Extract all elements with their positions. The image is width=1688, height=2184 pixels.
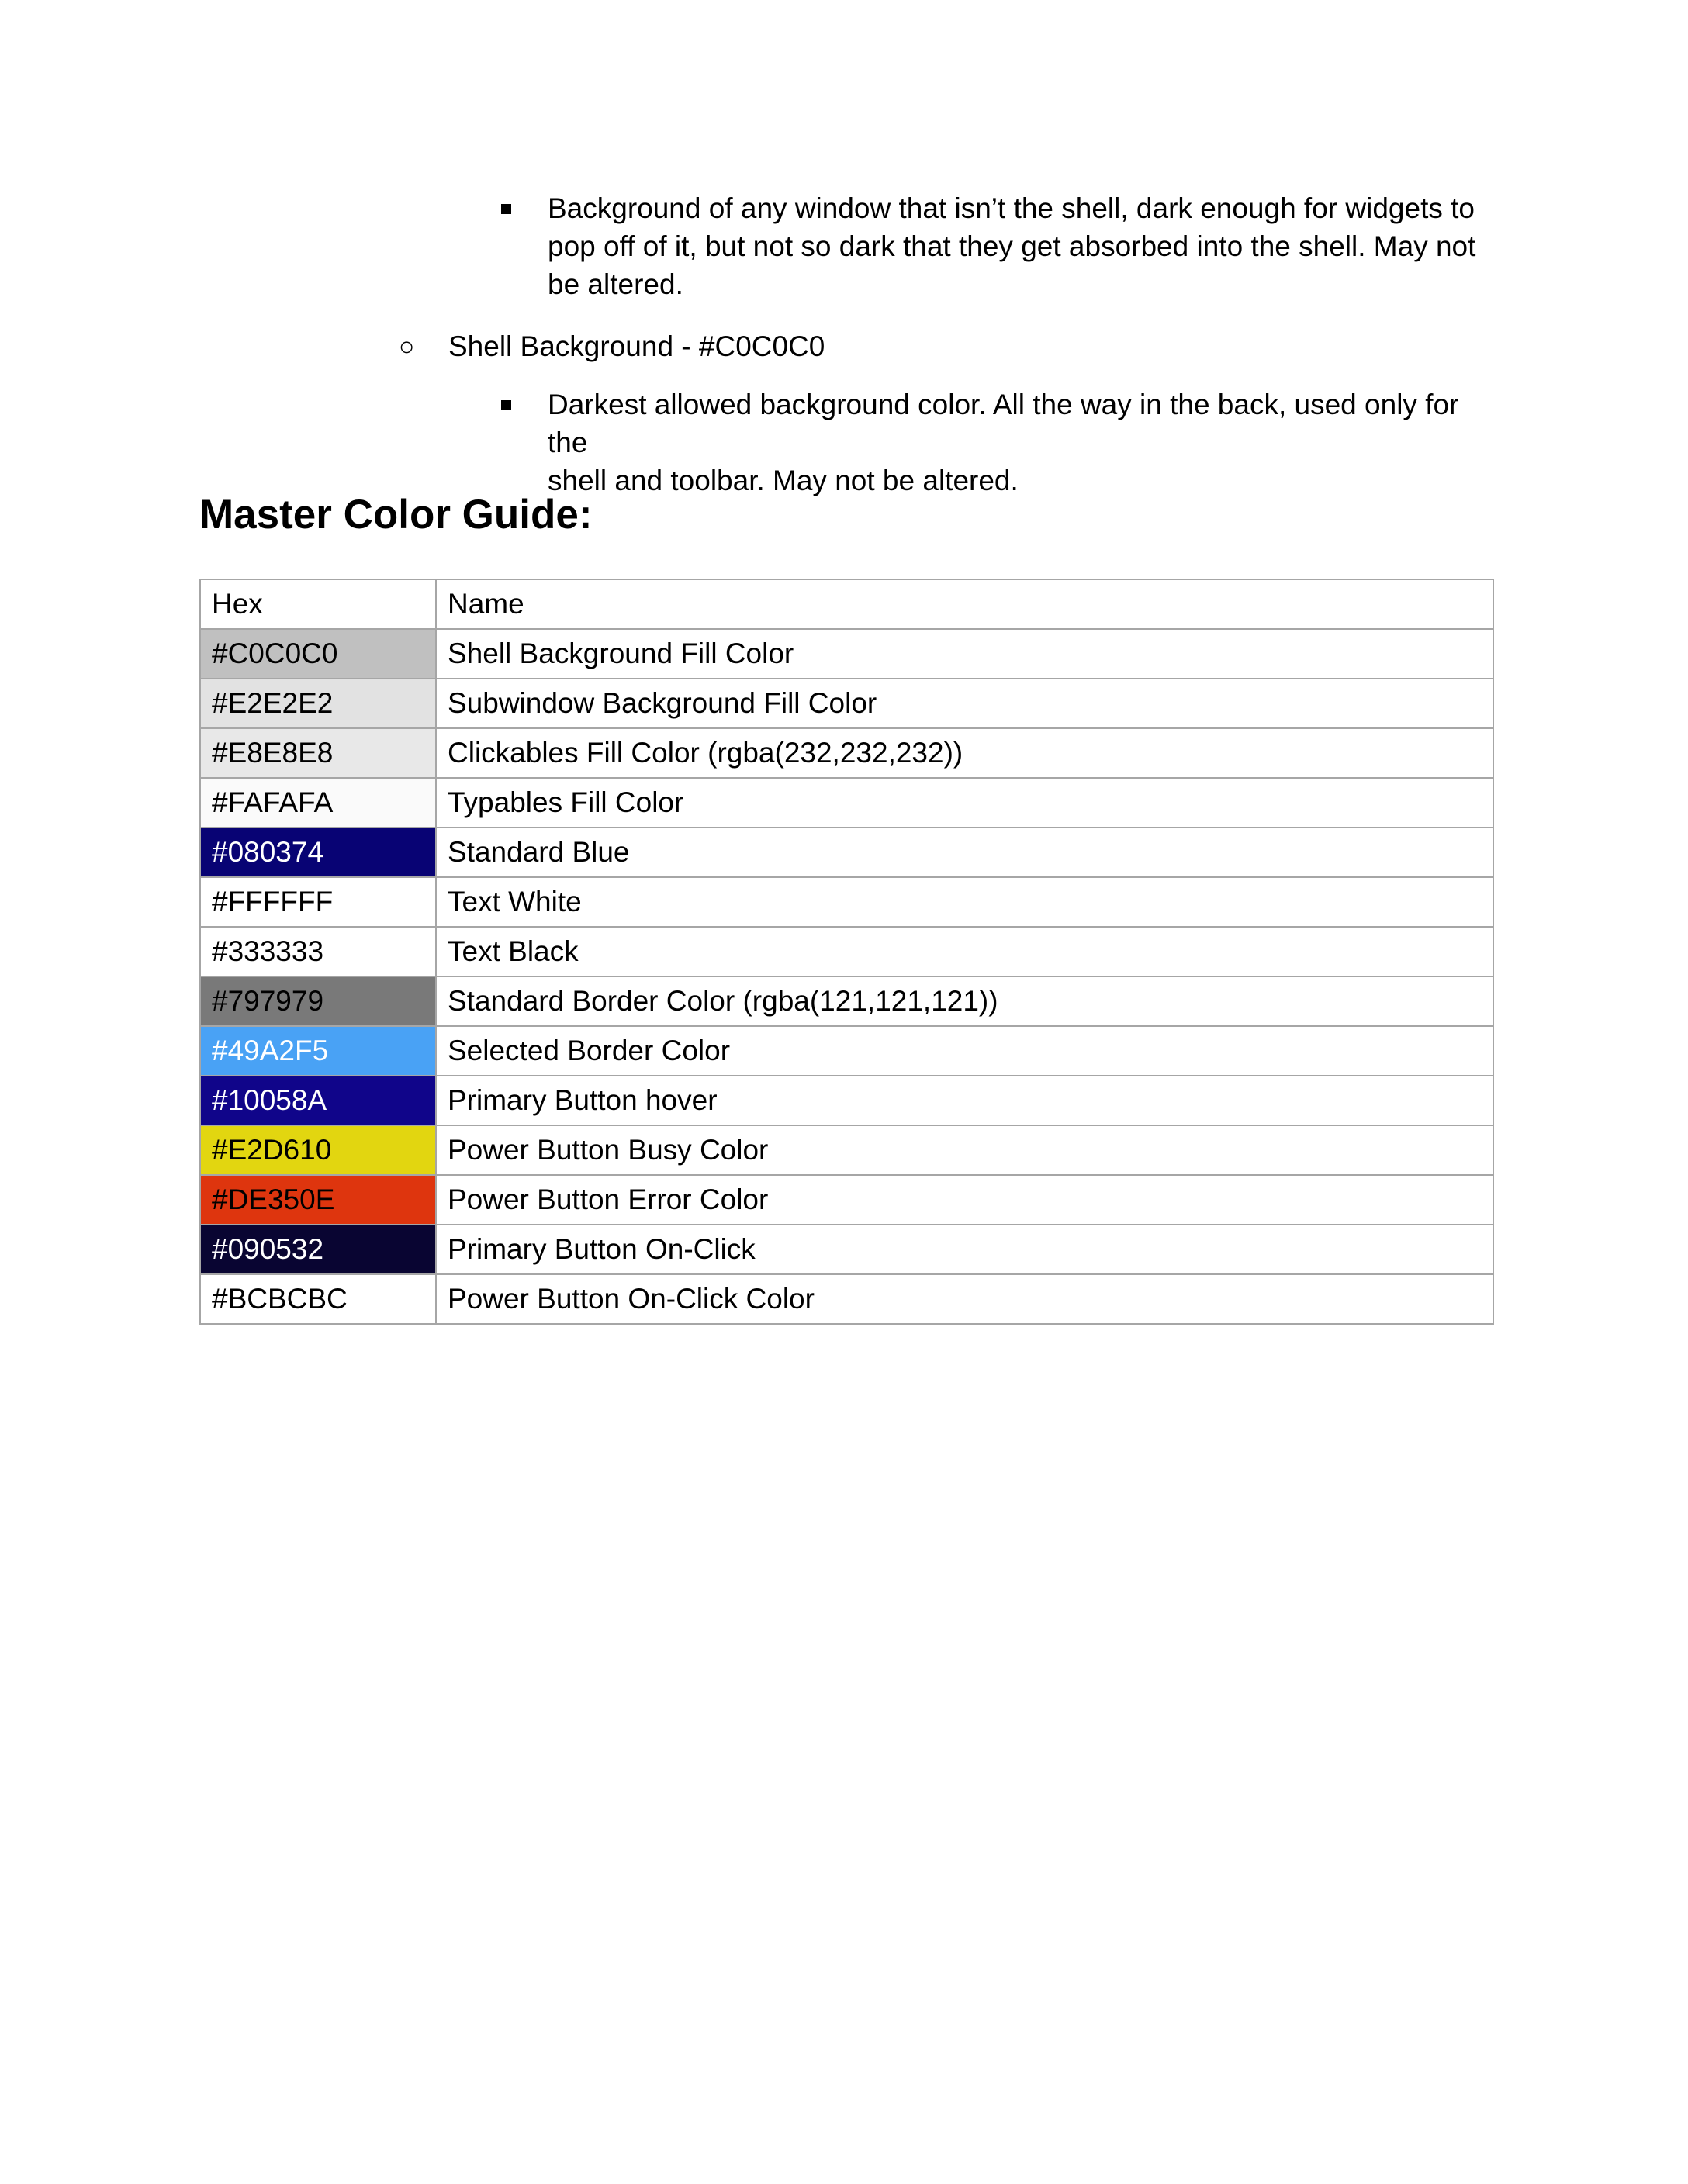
hex-swatch-cell: #E2E2E2: [200, 679, 436, 728]
table-row: [200, 877, 1493, 927]
color-name-cell: Clickables Fill Color (rgba(232,232,232)): [436, 728, 1493, 778]
hex-swatch-cell: #FAFAFA: [200, 778, 436, 828]
color-name-cell: Shell Background Fill Color: [436, 629, 1493, 679]
column-header-name: Name: [436, 579, 1493, 629]
text-line: pop off of it, but not so dark that they get absorbed into the shell. May not: [548, 230, 1476, 262]
color-name-cell: Typables Fill Color: [436, 778, 1493, 828]
hex-swatch-cell: #090532: [200, 1225, 436, 1274]
hex-swatch-cell: #797979: [200, 976, 436, 1026]
hex-swatch-cell: #10058A: [200, 1076, 436, 1125]
square-bullet-icon: [501, 204, 511, 214]
hex-swatch-cell: #080374: [200, 828, 436, 877]
color-name-cell: Standard Blue: [436, 828, 1493, 877]
color-name-cell: Standard Border Color (rgba(121,121,121)): [436, 976, 1493, 1026]
text-line: Darkest allowed background color. All the way in the back, used only for the: [548, 389, 1459, 458]
table-row: [200, 828, 1493, 877]
table-row: [200, 1175, 1493, 1225]
text-line: be altered.: [548, 268, 683, 300]
table-header-row: [200, 579, 1493, 629]
color-name-cell: Power Button On-Click Color: [436, 1274, 1493, 1324]
table-row: [200, 976, 1493, 1026]
table-row: [200, 1076, 1493, 1125]
color-guide-table: [199, 579, 1494, 1325]
shell-background-bullet: [399, 327, 1488, 365]
hex-swatch-cell: #E2D610: [200, 1125, 436, 1175]
hollow-circle-bullet-icon: ○: [399, 332, 415, 361]
table-row: [200, 629, 1493, 679]
table-row: [200, 1125, 1493, 1175]
color-name-cell: Primary Button hover: [436, 1076, 1493, 1125]
hex-swatch-cell: #BCBCBC: [200, 1274, 436, 1324]
shell-description-bullet: [548, 385, 1494, 499]
color-name-cell: Power Button Busy Color: [436, 1125, 1493, 1175]
text-line: shell and toolbar. May not be altered.: [548, 465, 1019, 496]
square-bullet-icon: [501, 400, 511, 410]
color-name-cell: Selected Border Color: [436, 1026, 1493, 1076]
hex-swatch-cell: #DE350E: [200, 1175, 436, 1225]
table-row: [200, 1274, 1493, 1324]
color-name-cell: Subwindow Background Fill Color: [436, 679, 1493, 728]
hex-swatch-cell: #FFFFFF: [200, 877, 436, 927]
section-heading: Master Color Guide:: [199, 492, 593, 537]
color-name-cell: Power Button Error Color: [436, 1175, 1493, 1225]
table-row: [200, 728, 1493, 778]
hex-swatch-cell: #C0C0C0: [200, 629, 436, 679]
text-line: Background of any window that isn’t the shell, dark enough for widgets to: [548, 192, 1475, 224]
hex-swatch-cell: #E8E8E8: [200, 728, 436, 778]
table-row: [200, 679, 1493, 728]
table-row: [200, 778, 1493, 828]
color-name-cell: Primary Button On-Click: [436, 1225, 1493, 1274]
table-row: [200, 1225, 1493, 1274]
hex-swatch-cell: #49A2F5: [200, 1026, 436, 1076]
color-name-cell: Text Black: [436, 927, 1493, 976]
table-row: [200, 927, 1493, 976]
table-row: [200, 1026, 1493, 1076]
color-name-cell: Text White: [436, 877, 1493, 927]
text-line: Shell Background - #C0C0C0: [448, 330, 825, 362]
subwindow-description-bullet: [548, 189, 1494, 303]
hex-swatch-cell: #333333: [200, 927, 436, 976]
column-header-hex: Hex: [200, 579, 436, 629]
